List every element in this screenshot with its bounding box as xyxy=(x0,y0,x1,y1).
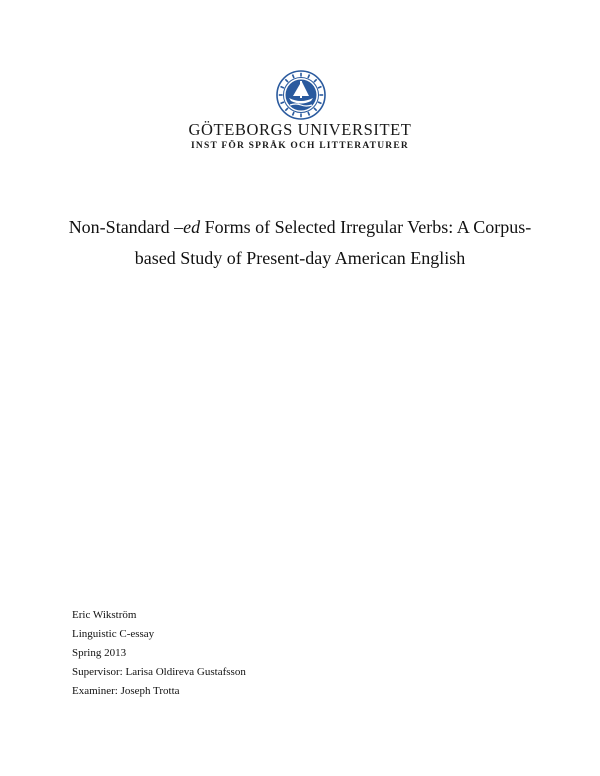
course-name: Linguistic C-essay xyxy=(72,628,155,640)
university-seal-icon xyxy=(276,70,326,120)
title-italic-suffix: ed xyxy=(183,217,201,237)
author-name: Eric Wikström xyxy=(72,609,137,621)
document-title xyxy=(60,212,540,274)
university-name: GÖTEBORGS UNIVERSITET xyxy=(188,120,412,139)
supervisor: Supervisor: Larisa Oldireva Gustafsson xyxy=(72,666,246,678)
examiner: Examiner: Joseph Trotta xyxy=(72,685,180,697)
term: Spring 2013 xyxy=(72,647,127,659)
author-info xyxy=(72,606,246,701)
title-part-1: Non-Standard – xyxy=(68,217,184,237)
department-name: INST FÖR SPRÅK OCH LITTERATURER xyxy=(191,141,409,151)
title-part-2: Forms of Selected Irregular Verbs: A Corpus-based Study of Present-day American English xyxy=(134,217,532,268)
